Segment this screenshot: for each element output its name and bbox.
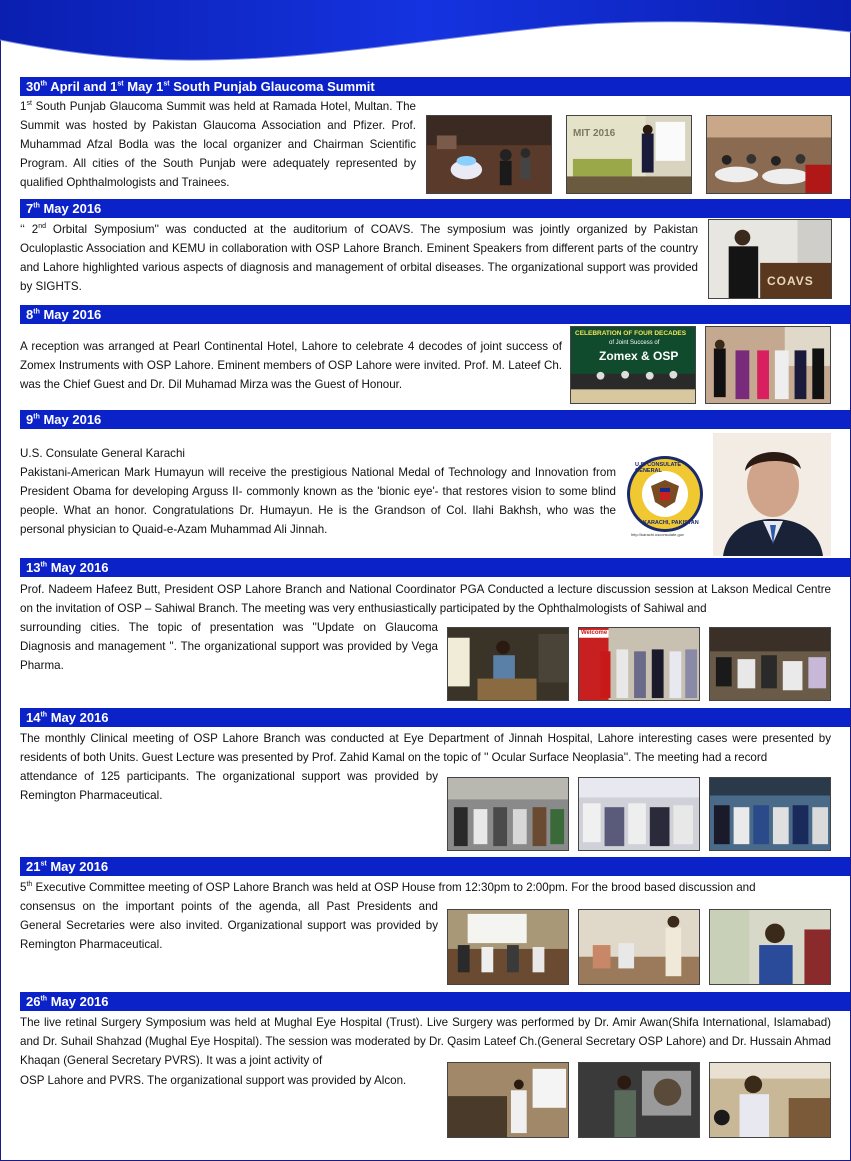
us-consulate-seal xyxy=(621,454,709,538)
event-photo xyxy=(709,909,831,985)
portrait-photo xyxy=(713,433,831,556)
section-header-south-punjab xyxy=(20,77,850,96)
event-photo xyxy=(706,115,832,194)
section-date: 30th April and 1st May 1st South Punjab Glaucoma Summit xyxy=(26,79,375,94)
section-text-narrow: consensus on the important points of the agenda, all Past Presidents and General Secretaries were also invited. Organizational support was provided by Remington Pharmaceutical. xyxy=(20,900,438,951)
section-date: 7th May 2016 xyxy=(26,201,102,216)
section-text-narrow: surrounding cities. The topic of presentation was ''Update on Glaucoma Diagnosis and management ''. The organizational support was provided by Vega Pharma. xyxy=(20,621,438,672)
section-text: 1st South Punjab Glaucoma Summit was held at Ramada Hotel, Multan. The Summit was hosted by Pakistan Glaucoma Association and Pfizer. Prof. Muhammad Afzal Bodla was the local organizer and Chairman Scientific Program. All cities of the South Punjab were adequately represented by qualified Ophthalmologists and Trainees. xyxy=(20,100,416,189)
event-photo xyxy=(708,219,832,299)
section-header-9-may xyxy=(20,410,850,429)
event-photo xyxy=(566,115,692,194)
welcome-banner-text: Welcome xyxy=(581,630,608,636)
event-photo xyxy=(447,777,569,851)
section-header-7-may xyxy=(20,199,850,218)
event-photo xyxy=(578,627,700,701)
event-photo xyxy=(709,777,831,851)
event-photo xyxy=(578,909,700,985)
section-header-21-may xyxy=(20,857,850,876)
event-photo xyxy=(447,909,569,985)
event-photo xyxy=(570,326,696,404)
banner-subtitle: of Joint Success of xyxy=(609,340,660,346)
event-photo xyxy=(426,115,552,194)
event-photo xyxy=(709,1062,831,1138)
section-text-narrow: attendance of 125 participants. The organizational support was provided by Remington Pharmaceutical. xyxy=(20,770,438,802)
consulate-title: U.S. Consulate General Karachi xyxy=(20,447,185,460)
podium-text: COAVS xyxy=(767,274,814,288)
section-text-wide: Prof. Nadeem Hafeez Butt, President OSP Lahore Branch and National Coordinator PGA Conducted a lecture discussion session at Lakson Medical Centre on the invitation of OSP – Sahiwal Branch. The meeting was very enthusiastically participated by the Ophthalmologists of Sahiwal and xyxy=(20,583,831,615)
section-text-wide: The live retinal Surgery Symposium was held at Mughal Eye Hospital (Trust). Live Surgery was performed by Dr. Amir Awan(Shifa International, Islamabad) and Dr. Suhail Shahzad (Mughal Eye Hospital). The session was moderated by Dr. Qasim Lateef Ch.(General Secretary OSP Lahore) and Dr. Hussain Ahmad Khaqan (General Secretary PVRS). It was a joint activity of xyxy=(20,1016,831,1067)
section-date: 14th May 2016 xyxy=(26,710,109,725)
event-photo xyxy=(447,627,569,701)
section-text-wide: The monthly Clinical meeting of OSP Lahore Branch was conducted at Eye Department of Jinnah Hospital, Lahore interesting cases were presented by residents of both Units. Guest Lecture was presented by Prof. Zahid Kamal on the topic of '' Ocular Surface Neoplasia''. The meeting had a record xyxy=(20,732,831,764)
section-text: U.S. Consulate General Karachi Pakistani-American Mark Humayun will receive the prestigious National Medal of Technology and Innovation from President Obama for developing Arguss II- commonly known as the 'bionic eye'- that restores vision to some blind people. What an honor. Congratulations Dr. Humayun. He is the Grandson of Col. Ilahi Bakhsh, who was the personal physician to Quaid-e-Azam Muhammad Ali Jinnah. xyxy=(20,444,616,539)
section-date: 26th May 2016 xyxy=(26,994,109,1009)
seal-bottom-text: KARACHI, PAKISTAN xyxy=(643,520,699,526)
seal-url: http://karachi.usconsulate.gov xyxy=(631,532,684,537)
photo-banner-text: MIT 2016 xyxy=(573,128,616,139)
section-text: A reception was arranged at Pearl Continental Hotel, Lahore to celebrate 4 decodes of joint success of Zomex Instruments with OSP Lahore. Eminent members of OSP Lahore were invited. Prof. M. Lateef Ch. was the Chief Guest and Dr. Dil Muhamad Mirza was the Guest of Honour. xyxy=(20,340,562,391)
banner-title: CELEBRATION OF FOUR DECADES xyxy=(575,330,687,337)
header-wave xyxy=(0,0,851,72)
section-header-13-may xyxy=(20,558,850,577)
section-header-26-may xyxy=(20,992,850,1011)
section-text-narrow: OSP Lahore and PVRS. The organizational support was provided by Alcon. xyxy=(20,1074,407,1087)
section-header-8-may xyxy=(20,305,850,324)
section-header-14-may xyxy=(20,708,850,727)
event-photo xyxy=(705,326,831,404)
event-photo xyxy=(709,627,831,701)
section-date: 8th May 2016 xyxy=(26,307,102,322)
seal-top-text: U.S. CONSULATE GENERAL xyxy=(635,462,682,474)
section-date: 13th May 2016 xyxy=(26,560,109,575)
section-text: ‘‘ 2nd Orbital Symposium'' was conducted at the auditorium of COAVS. The symposium was jointly organized by Pakistan Oculoplastic Association and KEMU in collaboration with OSP Lahore Branch. Eminent Speakers from different parts of the country and Lahore highlighted various aspects of diagnosis and management of orbital diseases. The organizational support was provided by SIGHTS. xyxy=(20,223,698,293)
event-photo xyxy=(578,1062,700,1138)
banner-brand: Zomex & OSP xyxy=(599,349,679,363)
section-date: 9th May 2016 xyxy=(26,412,102,427)
section-date: 21st May 2016 xyxy=(26,859,109,874)
event-photo xyxy=(447,1062,569,1138)
section-text-wide: 5th Executive Committee meeting of OSP Lahore Branch was held at OSP House from 12:30pm to 2:00pm. For the brood based discussion and xyxy=(20,881,756,894)
event-photo xyxy=(578,777,700,851)
